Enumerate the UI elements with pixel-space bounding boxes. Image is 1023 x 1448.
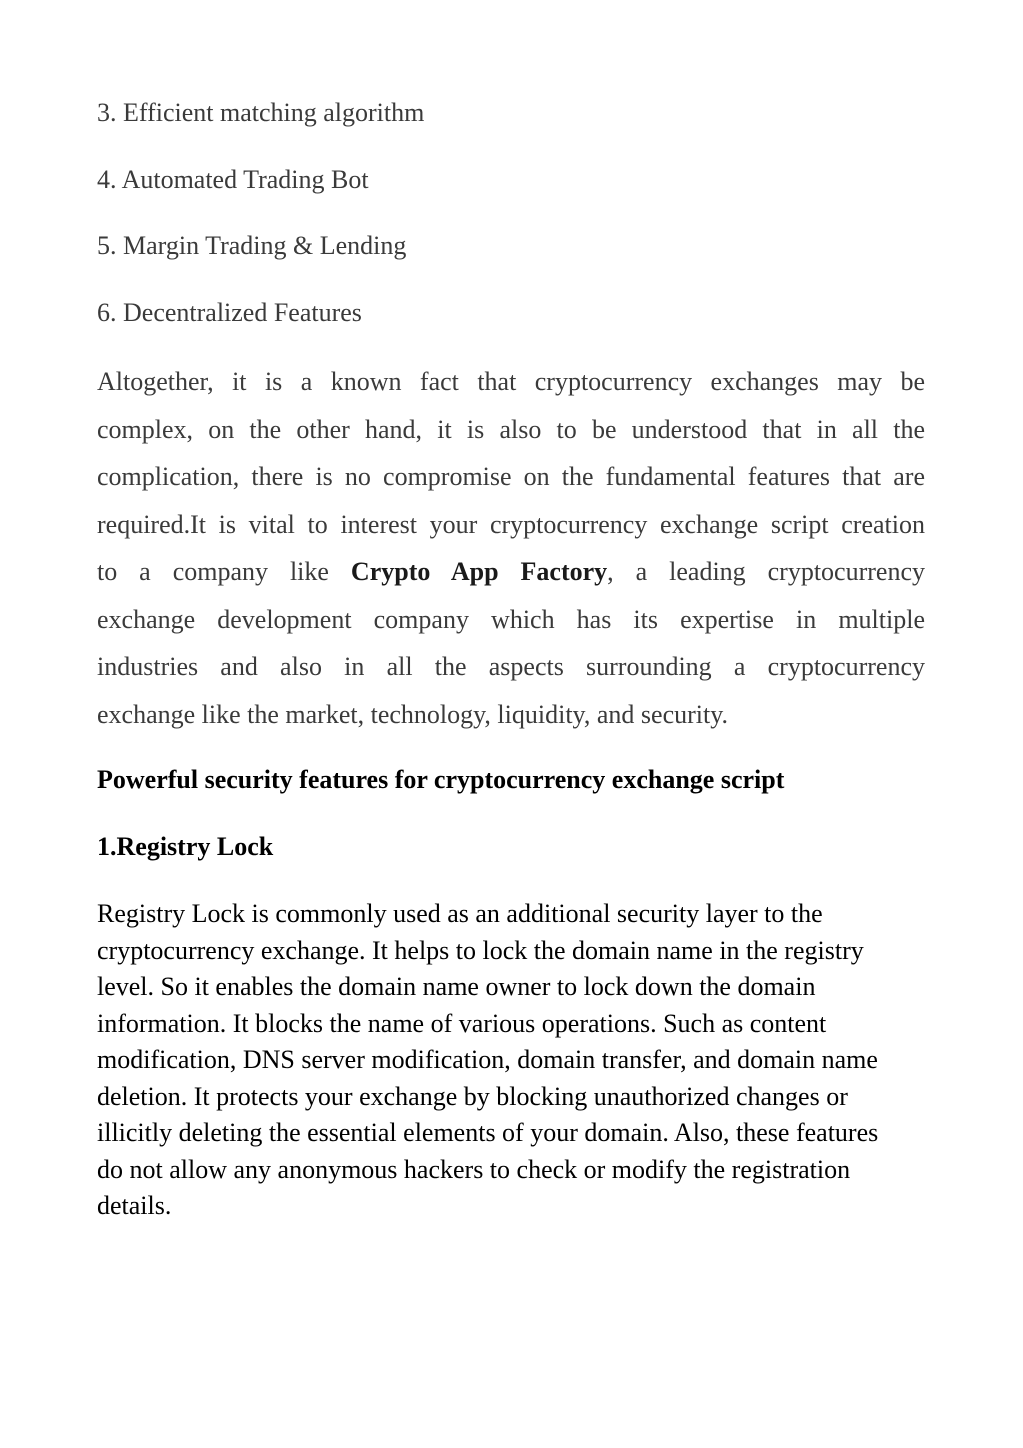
text-run: , a leading cryptocurrency: [607, 557, 925, 586]
paragraph-line: information. It blocks the name of various operations. Such as content: [97, 1008, 827, 1038]
text-run: to a company like: [97, 557, 351, 586]
paragraph-line: do not allow any anonymous hackers to check or modify the registration: [97, 1154, 851, 1184]
paragraph-line: exchange like the market, technology, liquidity, and security.: [97, 699, 729, 729]
section-heading: Powerful security features for cryptocurrency exchange script: [97, 765, 785, 794]
paragraph-line: [97, 548, 925, 596]
body-paragraph-registry-lock: [97, 896, 937, 1225]
company-name: Crypto App Factory: [350, 557, 608, 586]
list-item: 3. Efficient matching algorithm: [97, 98, 425, 127]
paragraph-line: required.It is vital to interest your cryptocurrency exchange script creation: [97, 509, 925, 539]
paragraph-line: Altogether, it is a known fact that cryptocurrency exchanges may be: [97, 367, 925, 396]
paragraph-line: deletion. It protects your exchange by blocking unauthorized changes or: [97, 1081, 848, 1111]
list-item: 5. Margin Trading & Lending: [97, 231, 407, 260]
paragraph-line: cryptocurrency exchange. It helps to lock the domain name in the registry: [97, 935, 864, 965]
paragraph-line: Registry Lock is commonly used as an additional security layer to the: [97, 899, 823, 928]
paragraph-line: exchange development company which has its expertise in multiple: [97, 604, 925, 634]
paragraph-line: complex, on the other hand, it is also to be understood that in all the: [97, 414, 925, 444]
paragraph-line: level. So it enables the domain name owner to lock down the domain: [97, 972, 816, 1001]
paragraph-line: illicitly deleting the essential elements of your domain. Also, these features: [97, 1118, 879, 1147]
paragraph-line: details.: [97, 1191, 172, 1220]
body-paragraph-conclusion: [97, 358, 925, 738]
paragraph-line: industries and also in all the aspects surrounding a cryptocurrency: [97, 652, 925, 681]
paragraph-line: modification, DNS server modification, domain transfer, and domain name: [97, 1045, 878, 1074]
paragraph-line: complication, there is no compromise on the fundamental features that are: [97, 462, 925, 491]
list-item: 6. Decentralized Features: [97, 298, 362, 327]
subsection-heading: 1.Registry Lock: [97, 832, 274, 861]
list-item: 4. Automated Trading Bot: [97, 165, 369, 194]
